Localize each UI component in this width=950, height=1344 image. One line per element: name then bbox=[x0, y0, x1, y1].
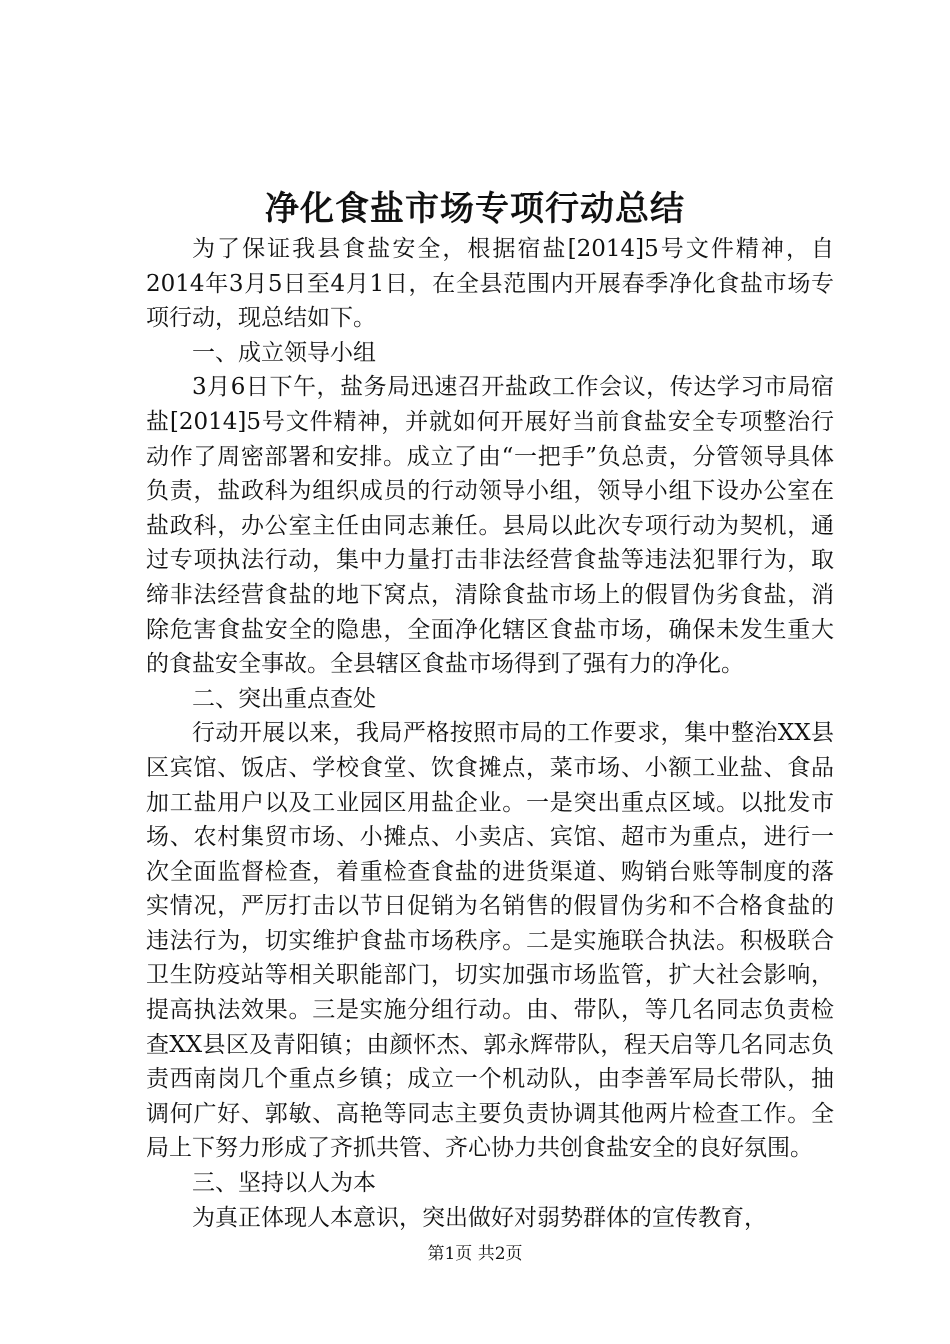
section-3-paragraph: 为真正体现人本意识，突出做好对弱势群体的宣传教育， bbox=[192, 1204, 767, 1231]
document-title: 净化食盐市场专项行动总结 bbox=[265, 189, 685, 229]
section-heading-3: 三、坚持以人为本 bbox=[192, 1170, 376, 1197]
section-2-paragraph: 行动开展以来，我局严格按照市局的工作要求，集中整治XX县区宾馆、饭店、学校食堂、饮食摊点，菜市场、小额工业盐、食品加工盐用户以及工业园区用盐企业。一是突出重点区域。以批发市场、农村集贸市场、小摊点、小卖店、宾馆、超市为重点，进行一次全面监督检查，着重检查食盐的进货渠道、购销台账等制度的落实情况，严厉打击以节日促销为名销售的假冒伪劣和不合格食盐的违法行为，切实维护食盐市场秩序。二是实施联合执法。积极联合卫生防疫站等相关职能部门，切实加强市场监管，扩大社会影响，提高执法效果。三是实施分组行动。由、带队，等几名同志负责检查XX县区及青阳镇；由颜怀杰、郭永辉带队，程天启等几名同志负责西南岗几个重点乡镇；成立一个机动队，由李善军局长带队，抽调何广好、郭敏、高艳等同志主要负责协调其他两片检查工作。全局上下努力形成了齐抓共管、齐心协力共创食盐安全的良好氛围。 bbox=[146, 720, 834, 1162]
section-1-paragraph: 3月6日下午，盐务局迅速召开盐政工作会议，传达学习市局宿盐[2014]5号文件精神，并就如何开展好当前食盐安全专项整治行动作了周密部署和安排。成立了由“一把手”负总责，分管领导具体负责，盐政科为组织成员的行动领导小组，领导小组下设办公室在盐政科，办公室主任由同志兼任。县局以此次专项行动为契机，通过专项执法行动，集中力量打击非法经营食盐等违法犯罪行为，取缔非法经营食盐的地下窝点，清除食盐市场上的假冒伪劣食盐，消除危害食盐安全的隐患，全面净化辖区食盐市场，确保未发生重大的食盐安全事故。全县辖区食盐市场得到了强有力的净化。 bbox=[146, 374, 834, 678]
page-number-footer: 第1页 共2页 bbox=[427, 1244, 523, 1264]
section-heading-1: 一、成立领导小组 bbox=[192, 339, 376, 366]
section-heading-2: 二、突出重点查处 bbox=[192, 685, 376, 712]
document-body bbox=[146, 232, 834, 1235]
intro-paragraph: 为了保证我县食盐安全，根据宿盐[2014]5号文件精神，自2014年3月5日至4月1日，在全县范围内开展春季净化食盐市场专项行动，现总结如下。 bbox=[146, 236, 834, 332]
